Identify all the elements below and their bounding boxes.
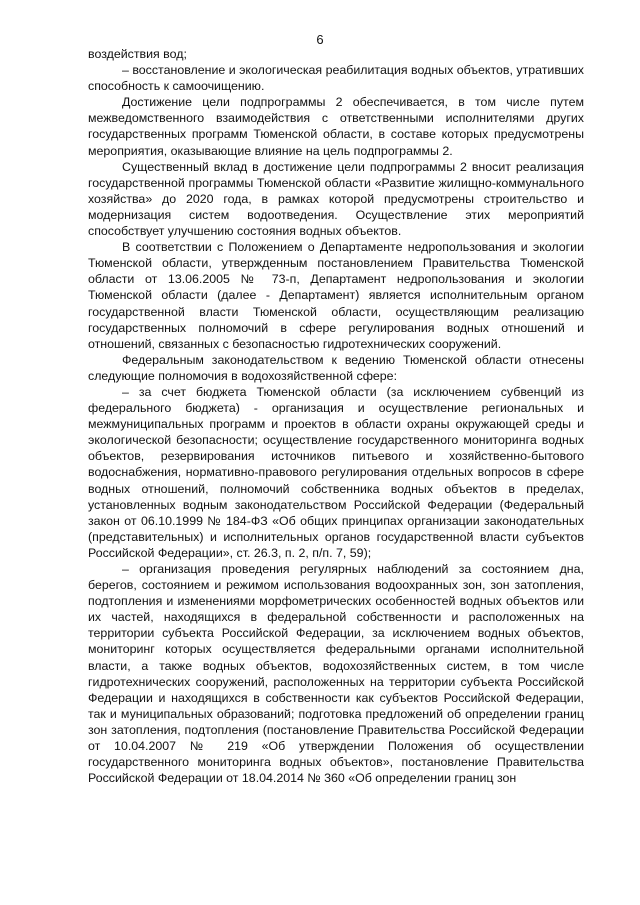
paragraph: Достижение цели подпрограммы 2 обеспечивается, в том числе путем межведомственного взаимодействия с ответственными исполнителями других государственных программ Тюменской области, в составе которых предусмотрены мероприятия, оказывающие влияние на цель подпрограммы 2. xyxy=(88,95,584,158)
paragraph: – восстановление и экологическая реабилитация водных объектов, утративших способность к самоочищению. xyxy=(88,63,584,94)
paragraph: – за счет бюджета Тюменской области (за исключением субвенций из федерального бюджета) - организация и осуществление региональных и межмуниципальных программ и проектов в области охраны окружающей среды и экологической безопасности; осуществление государственного мониторинга водных объектов, резервирования источников питьевого и хозяйственно-бытового водоснабжения, нормативно-правового регулирования отдельных вопросов в сфере водных отношений, полномочий собственника водных объектов в пределах, установленных водным законодательством Российской Федерации (Федеральный закон от 06.10.1999 № 184-ФЗ «Об общих принципах организации законодательных (представительных) и исполнительных органов государственной власти субъектов Российской Федерации», ст. 26.3, п. 2, п/п. 7, 59); xyxy=(88,384,584,560)
page-number: 6 xyxy=(316,32,324,47)
paragraph: Существенный вклад в достижение цели подпрограммы 2 вносит реализация государственной программы Тюменской области «Развитие жилищно-коммунального хозяйства» до 2020 года, в рамках которой предусмотрены строительство и модернизация систем водоотведения. Осуществление этих мероприятий способствует улучшению состояния водных объектов. xyxy=(88,159,584,239)
paragraph: воздействия вод; xyxy=(88,47,187,61)
paragraph: В соответствии с Положением о Департаменте недропользования и экологии Тюменской области, утвержденным постановлением Правительства Тюменской области от 13.06.2005 № 73-п, Департамент недропользования и экологии Тюменской области (далее - Департамент) является исполнительным органом государственной власти Тюменской области, осуществляющим реализацию государственных полномочий в сфере регулирования водных отношений и отношений, связанных с безопасностью гидротехнических сооружений. xyxy=(88,240,584,351)
document-body xyxy=(88,46,584,786)
paragraph: Федеральным законодательством к ведению Тюменской области отнесены следующие полномочия в водохозяйственной сфере: xyxy=(88,352,584,383)
paragraph: – организация проведения регулярных наблюдений за состоянием дна, берегов, состоянием и режимом использования водоохранных зон, зон затопления, подтопления и изменениями морфометрических особенностей водных объектов или их частей, находящихся в федеральной собственности и расположенных на территории субъекта Российской Федерации, за исключением водных объектов, мониторинг которых осуществляется федеральными органами исполнительной власти, а также водных объектов, водохозяйственных систем, в том числе гидротехнических сооружений, расположенных на территории субъекта Российской Федерации и находящихся в собственности как субъектов Российской Федерации, так и муниципальных образований; подготовка предложений об определении границ зон затопления, подтопления (постановление Правительства Российской Федерации от 10.04.2007 № 219 «Об утверждении Положения об осуществлении государственного мониторинга водных объектов», постановление Правительства Российской Федерации от 18.04.2014 № 360 «Об определении границ зон xyxy=(88,562,584,786)
